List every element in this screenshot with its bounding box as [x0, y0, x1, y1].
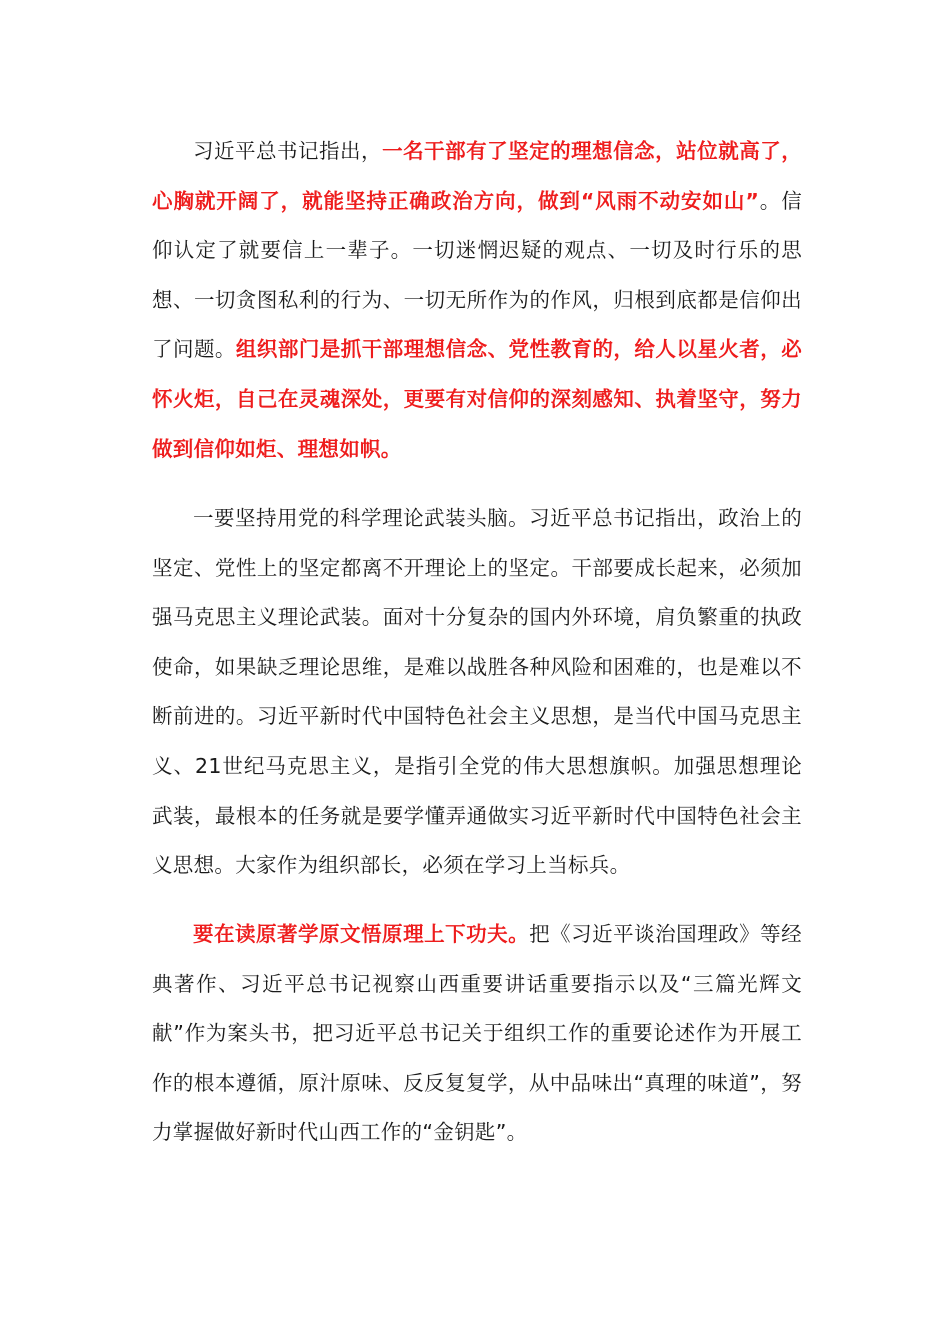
paragraph-ideals-and-beliefs	[152, 127, 802, 474]
paragraph-theory-armament	[152, 494, 802, 891]
text-run: 一要坚持用党的科学理论武装头脑。习近平总书记指出，政治上的坚定、党性上的坚定都离不开理论上的坚定。干部要成长起来，必须加强马克思主义理论武装。面对十分复杂的国内外环境，肩负繁重的执政使命，如果缺乏理论思维，是难以战胜各种风险和困难的，也是难以不断前进的。习近平新时代中国特色社会主义思想，是当代中国马克思主义、21世纪马克思主义，是指引全党的伟大思想旗帜。加强思想理论武装，最根本的任务就是要学懂弄通做实习近平新时代中国特色社会主义思想。大家作为组织部长，必须在学习上当标兵。	[152, 506, 802, 878]
emphasis-text-run: 一名干部有了坚定的理想信念，站位就高了，心胸就开阔了，就能坚持正确政治方向，做到“风雨不动安如山”	[152, 139, 803, 213]
emphasis-text-run: 要在读原著学原文悟原理上下功夫。	[193, 922, 530, 946]
emphasis-text-run: 组织部门是抓干部理想信念、党性教育的，给人以星火者，必怀火炬，自己在灵魂深处，更要有对信仰的深刻感知、执着坚守，努力做到信仰如炬、理想如帜。	[152, 337, 803, 461]
text-run: 习近平总书记指出，	[193, 139, 383, 163]
paragraph-study-original-works	[152, 910, 802, 1158]
text-run: 。信仰认定了就要信上一辈子。一切迷惘迟疑的观点、一切及时行乐的思想、一切贪图私利的行为、一切无所作为的作风，归根到底都是信仰出了问题。	[152, 188, 802, 362]
text-run: 把《习近平谈治国理政》等经典著作、习近平总书记视察山西重要讲话重要指示以及“三篇光辉文献”作为案头书，把习近平总书记关于组织工作的重要论述作为开展工作的根本遵循，原汁原味、反反复复学，从中品味出“真理的味道”，努力掌握做好新时代山西工作的“金钥匙”。	[152, 922, 802, 1145]
